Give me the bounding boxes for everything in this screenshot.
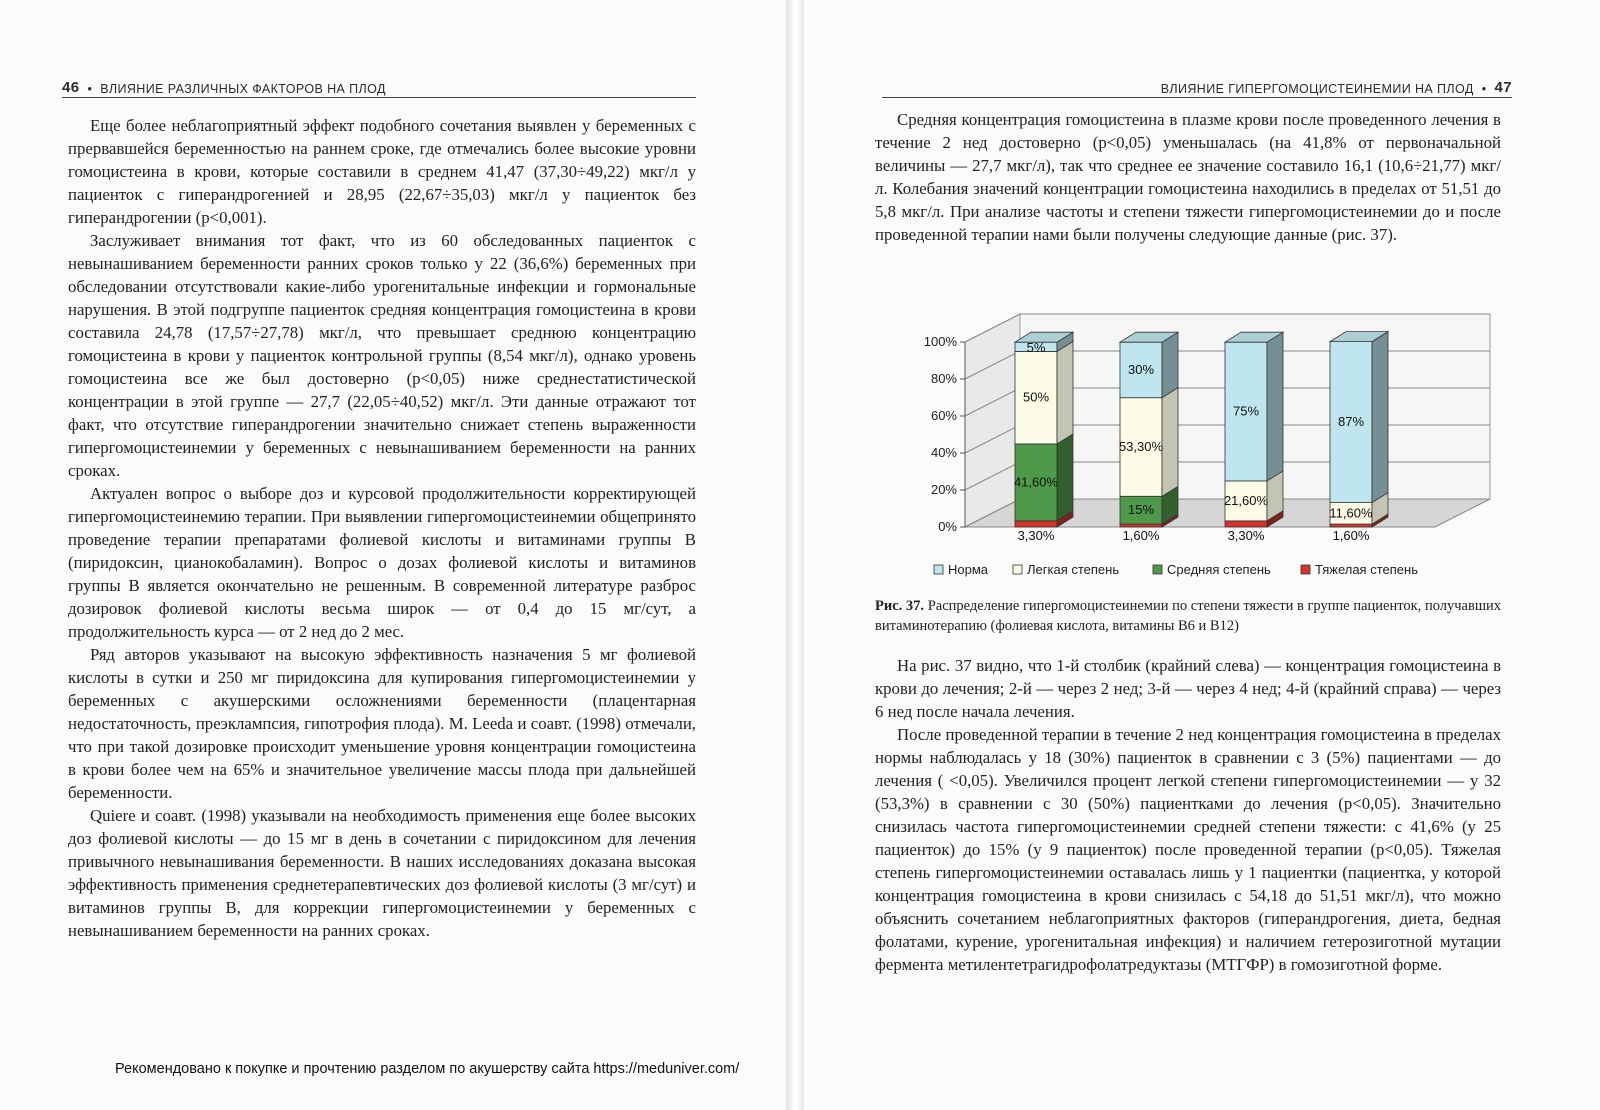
y-tick-label: 100%: [923, 334, 957, 349]
figure-caption-label: Рис. 37.: [875, 598, 925, 614]
paragraph: Средняя концентрация гомоцистеина в плазме крови после проведенного лечения в течение 2 нед достоверно (p<0,05) уменьшалась (на 41,8% от первоначальной величины — 27,7 мкг/л), так что среднее ее значение составило 16,1 (10,6÷21,77) мкг/л. Колебания значений концентрации гомоцистеина находились в пределах от 51,51 до 5,8 мкг/л. При анализе частоты и степени тяжести гипергомоцистеинемии до и после проведенной терапии нами были получены следующие данные (рис. 37).: [875, 110, 1501, 244]
paragraph: Заслуживает внимания тот факт, что из 60 обследованных пациенток с невынашиванием беременности ранних сроков только у 22 (36,6%) беременных при обследовании отсутствовали какие-либо урогенитальные инфекции и гормональные нарушения. В этой подгруппе пациенток средняя концентрация гомоцистеина в крови составила 24,78 (17,57÷27,78) мкг/л, что превышает среднюю концентрацию гомоцистеина в крови у пациенток контрольной группы (8,54 мкг/л), однако уровень гомоцистеина все же был достоверно (p<0,05) ниже среднестатистической концентрации в этой группе — 27,7 (22,05÷40,52) мкг/л. Эти данные отражают тот факт, что отсутствие гиперандрогении значительно снижает степень выраженности гипергомоцистеинемии у беременных с невынашиванием беременности на ранних сроках.: [68, 231, 696, 480]
data-label: 15%: [1127, 502, 1155, 518]
right-running-head-title: ВЛИЯНИЕ ГИПЕРГОМОЦИСТЕИНЕМИИ НА ПЛОД: [1160, 81, 1474, 96]
data-label: 53,30%: [1118, 438, 1164, 454]
paragraph: На рис. 37 видно, что 1-й столбик (крайний слева) — концентрация гомоцистеина в крови до лечения; 2-й — через 2 нед; 3-й — через 4 нед; 4-й (крайний справа) — через 6 нед после начала лечения.: [875, 656, 1501, 721]
footer-recommendation-note: Рекомендовано к покупке и прочтению разделом по акушерству сайта https://meduniver.com/: [115, 1061, 740, 1077]
left-running-head-title: ВЛИЯНИЕ РАЗЛИЧНЫХ ФАКТОРОВ НА ПЛОД: [100, 81, 386, 96]
bullet-separator: •: [87, 81, 93, 96]
bar-front: [1015, 521, 1057, 527]
legend-swatch: [934, 565, 943, 574]
figure-caption: [875, 596, 1501, 636]
legend-label: Тяжелая степень: [1315, 562, 1418, 577]
bar-front: [1120, 524, 1162, 527]
bar-front: [1225, 521, 1267, 527]
book-gutter: [786, 0, 804, 1110]
legend-label: Легкая степень: [1027, 562, 1120, 577]
y-tick-label: 0%: [938, 519, 957, 534]
data-label: 1,60%: [1332, 528, 1370, 543]
data-label: 3,30%: [1017, 528, 1055, 543]
left-page-number: 46: [62, 78, 80, 96]
data-label: 1,60%: [1122, 528, 1160, 543]
stacked-bar-chart: [870, 296, 1510, 588]
data-label: 50%: [1022, 389, 1050, 405]
paragraph: После проведенной терапии в течение 2 нед концентрация гомоцистеина в пределах нормы наблюдалась у 18 (30%) пациенток в сравнении с 3 (5%) пациентами — до лечения ( <0,05). Увеличился процент легкой степени гипергомоцистеинемии — у 32 (53,3%) в сравнении с 30 (50%) пациентками до лечения (p<0,05). Значительно снизилась частота гипергомоцистеинемии средней степени тяжести: с 41,6% (у 25 пациенток) до 15% (у 9 пациенток) после проведенной терапии (p<0,05). Тяжелая степень гипергомоцистеинемии оставалась лишь у 1 пациентки (пациентка, у которой концентрация гомоцистеина в крови снизилась с 54,18 до 51,51 мкг/л), что можно объяснить сочетанием неблагоприятных факторов (гиперандрогения, диета, бедная фолатами, курение, урогенитальная инфекция) и наличием гетерозиготной мутации фермента метилентетрагидрофолатредуктазы (МТГФР) в гомозиготной форме.: [875, 725, 1501, 974]
figure-37-chart: [870, 296, 1510, 588]
legend-label: Норма: [948, 562, 989, 577]
legend-swatch: [1301, 565, 1310, 574]
bullet-separator: •: [1481, 81, 1487, 96]
left-running-head: [62, 78, 696, 98]
bar-side: [1267, 332, 1283, 481]
left-body-text: [68, 114, 696, 942]
bar-side: [1372, 332, 1388, 503]
bar-front: [1330, 524, 1372, 527]
data-label: 3,30%: [1227, 528, 1265, 543]
data-label: 5%: [1026, 340, 1046, 356]
right-body-text-top: [875, 108, 1501, 246]
data-label: 87%: [1337, 414, 1365, 430]
legend-label: Средняя степень: [1167, 562, 1271, 577]
bar-side: [1057, 341, 1073, 444]
legend-swatch: [1153, 565, 1162, 574]
y-tick-label: 40%: [930, 445, 957, 460]
legend-swatch: [1013, 565, 1022, 574]
figure-caption-text: Распределение гипергомоцистеинемии по степени тяжести в группе пациенток, получавших витаминотерапию (фолиевая кислота, витамины B6 и B12): [875, 598, 1502, 634]
y-tick-label: 80%: [930, 371, 957, 386]
paragraph: Quiere и соавт. (1998) указывали на необходимость применения еще более высоких доз фолиевой кислоты — до 15 мг в день в сочетании с пиридоксином для лечения привычного невынашивания беременности. В наших исследованиях доказана высокая эффективность применения среднетерапевтических доз фолиевой кислоты (3 мг/сут) и витаминов группы В, для коррекции гипергомоцистеинемии у беременных с невынашиванием беременности на ранних сроках.: [68, 806, 696, 940]
right-body-text-bottom: [875, 654, 1501, 976]
paragraph: Ряд авторов указывают на высокую эффективность назначения 5 мг фолиевой кислоты в сутки и 250 мг пиридоксина для купирования гипергомоцистеинемии у беременных с акушерскими осложнениями беременности (плацентарная недостаточность, преэклампсия, гипотрофия плода). M. Leeda и соавт. (1998) отмечали, что при такой дозировке происходит уменьшение уровня концентрации гомоцистеина в крови более чем на 65% и значительное увеличение массы плода при дальнейшей беременности.: [68, 645, 696, 802]
chart-side-wall: [965, 314, 1020, 527]
bar-side: [1162, 332, 1178, 398]
data-label: 75%: [1232, 403, 1260, 419]
right-running-head: [882, 78, 1512, 98]
y-tick-label: 60%: [930, 408, 957, 423]
right-page-number: 47: [1494, 78, 1512, 96]
data-label: 11,60%: [1329, 505, 1373, 521]
data-label: 21,60%: [1223, 492, 1269, 508]
data-label: 41,60%: [1013, 474, 1059, 490]
bar-side: [1162, 388, 1178, 497]
paragraph: Еще более неблагоприятный эффект подобного сочетания выявлен у беременных с прервавшейся беременностью на раннем сроке, где отмечались более высокие уровни гомоцистеина в крови, которые составили в среднем 41,47 (37,30÷49,22) мкг/л у пациенток с гиперандрогенией и 28,95 (22,67÷35,03) мкг/л у пациенток без гиперандрогении (p<0,001).: [68, 116, 696, 227]
data-label: 30%: [1127, 361, 1155, 377]
paragraph: Актуален вопрос о выборе доз и курсовой продолжительности корректирующей гипергомоцистеинемию терапии. При выявлении гипергомоцистеинемии общепринято проведение терапии препаратами фолиевой кислоты и витаминами группы В (пиридоксин, цианокобаламин). Вопрос о дозах фолиевой кислоты и витаминов группы В является окончательно не решенным. В современной литературе разброс дозировок фолиевой кислоты весьма широк — от 0,4 до 15 мг/сут, а продолжительность курса — от 2 нед до 2 мес.: [68, 484, 696, 641]
bar-side: [1057, 434, 1073, 521]
y-tick-label: 20%: [930, 482, 957, 497]
